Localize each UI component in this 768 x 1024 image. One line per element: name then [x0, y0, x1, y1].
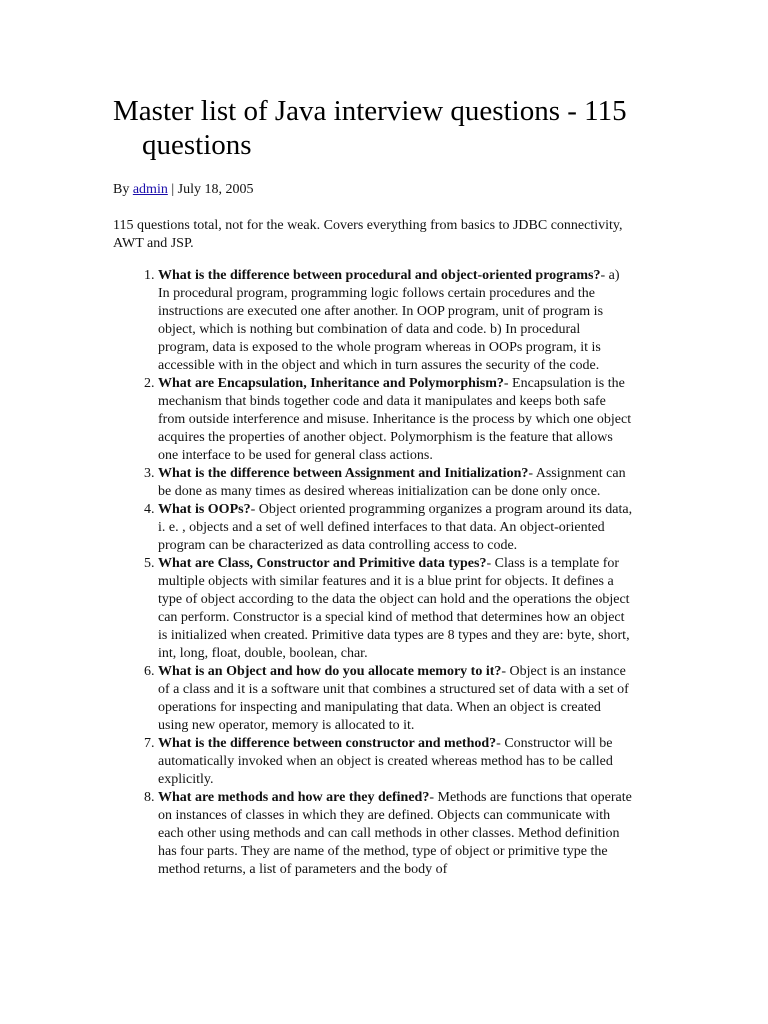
questions-list [113, 267, 633, 879]
article [113, 94, 633, 879]
question-text: What are Encapsulation, Inheritance and Polymorphism? [158, 376, 504, 391]
answer-text: - Encapsulation is the mechanism that binds together code and data it manipulates and keeps both safe from outside interference and misuse. Inheritance is the process by which one object acquires the properties of another object. Polymorphism is the feature that allows one interface to be used for general class actions. [158, 376, 632, 463]
question-text: What is the difference between constructor and method? [158, 736, 497, 751]
intro-paragraph: 115 questions total, not for the weak. Covers everything from basics to JDBC connectivity, AWT and JSP. [113, 218, 623, 251]
answer-text: - Object oriented programming organizes a program around its data, i. e. , objects and a set of well defined interfaces to that data. An object-oriented program can be characterized as data controlling access to code. [158, 502, 633, 553]
list-item [158, 555, 633, 663]
answer-text: - Object is an instance of a class and it is a software unit that combines a structured set of data with a set of operations for inspecting and manipulating that data. When an object is created using new operator, memory is allocated to it. [158, 664, 629, 733]
answer-text: - a) In procedural program, programming logic follows certain procedures and the instructions are executed one after another. In OOP program, unit of program is object, which is nothing but combination of data and code. b) In procedural program, data is exposed to the whole program whereas in OOPs program, it is accessible with in the object and which in turn assures the security of the code. [158, 268, 620, 373]
page-title: Master list of Java interview questions - 115 questions [113, 95, 627, 161]
list-item [158, 663, 633, 735]
byline-separator: | [167, 182, 178, 197]
answer-text: - Methods are functions that operate on instances of classes in which they are defined. Objects can communicate with each other using methods and can call methods in other classes. Method definition has four parts. They are name of the method, type of object or primitive type the method returns, a list of parameters and the body of [158, 790, 632, 877]
author-link[interactable]: admin [132, 182, 168, 197]
question-text: What are Class, Constructor and Primitive data types? [158, 556, 487, 571]
list-item [158, 375, 633, 465]
list-item [158, 267, 633, 375]
question-text: What is the difference between Assignment and Initialization? [158, 466, 529, 481]
question-text: What are methods and how are they defined? [158, 790, 430, 805]
question-text: What is OOPs? [158, 502, 251, 517]
answer-text: - Class is a template for multiple objects with similar features and it is a blue print for objects. It defines a type of object according to the data the object can hold and the operations the object can perform. Constructor is a special kind of method that determines how an object is initialized when created. Primitive data types are 8 types and they are: byte, short, int, long, float, double, boolean, char. [158, 556, 630, 661]
byline [113, 181, 633, 198]
list-item [158, 465, 633, 501]
question-text: What is the difference between procedural and object-oriented programs? [158, 268, 601, 283]
answer-text: - Assignment can be done as many times as desired whereas initialization can be done only once. [158, 466, 626, 499]
list-item [158, 501, 633, 555]
list-item [158, 735, 633, 789]
byline-prefix: By [113, 182, 133, 197]
publish-date: July 18, 2005 [177, 182, 254, 197]
answer-text: - Constructor will be automatically invoked when an object is created whereas method has to be called explicitly. [158, 736, 613, 787]
list-item [158, 789, 633, 879]
question-text: What is an Object and how do you allocate memory to it? [158, 664, 502, 679]
